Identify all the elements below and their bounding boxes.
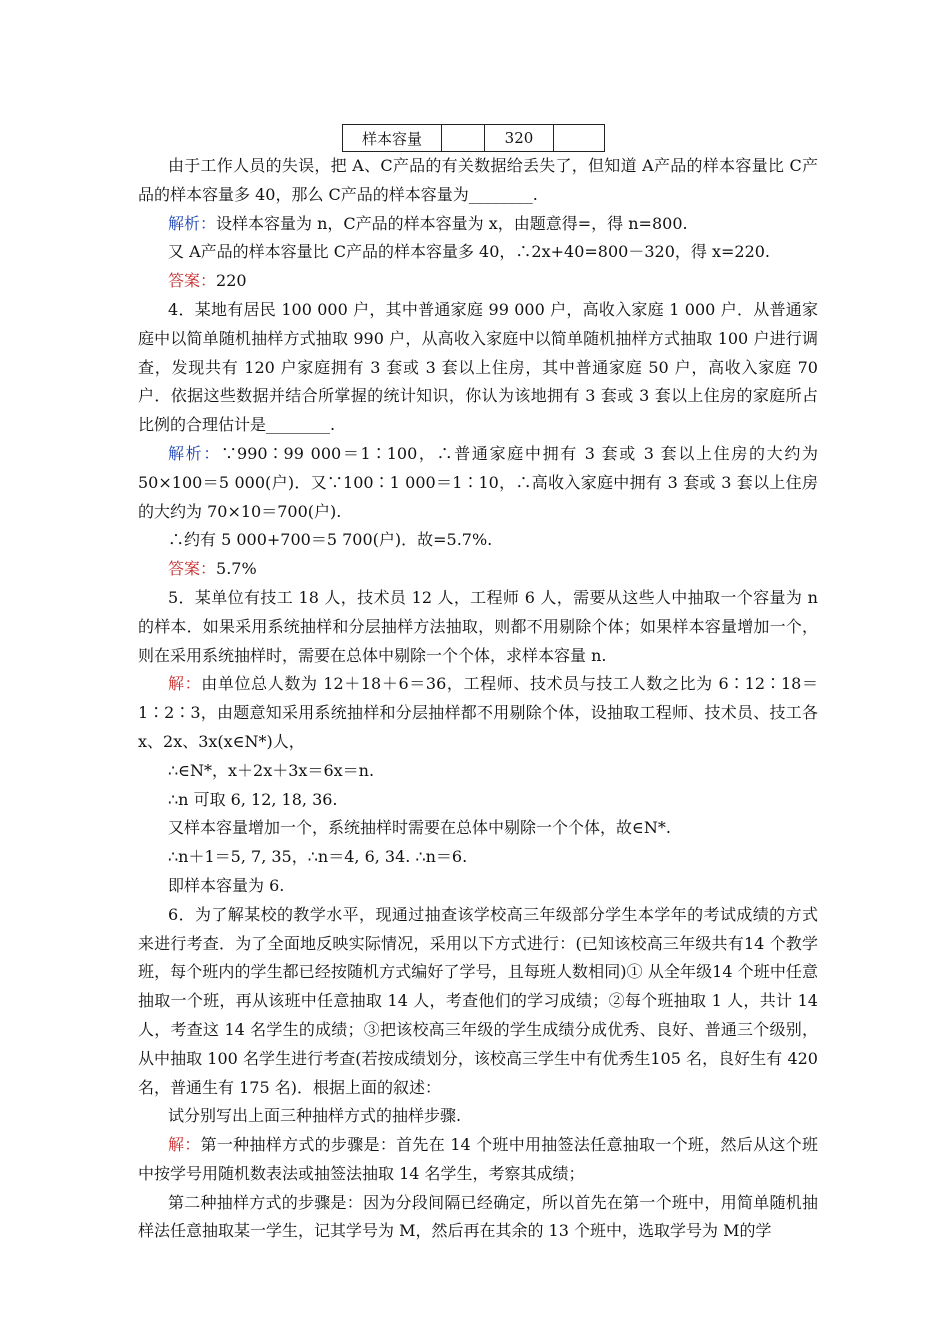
text-line: 4．某地有居民 100 000 户，其中普通家庭 99 000 户，高收入家庭 1 000 户．从普通家 (168, 299, 818, 319)
paragraph-step (138, 757, 818, 786)
text-line: 第二种抽样方式的步骤是：因为分段间隔已经确定，所以首先在第一个班中，用简单随 (168, 1192, 786, 1212)
text-line: 14 个教学班，每个班内的学生都已经按随机方式编好了学号，且每班人数相同)① 从全年级 (138, 933, 818, 982)
analysis-label: 解析： (168, 443, 222, 463)
document-body (138, 152, 818, 1246)
table-cell (554, 125, 605, 152)
paragraph-answer-4 (138, 555, 818, 584)
text-line: 大约为 70×10＝700(户). (154, 501, 342, 521)
paragraph-problem3-tail (138, 152, 818, 210)
sample-size-table (342, 124, 605, 152)
text-line: 班中按学号用随机数表法或抽签法抽取 14 名学生，考察其成绩； (138, 1135, 818, 1183)
table-cell (442, 125, 485, 152)
text-line: 庭中以简单随机抽样方式抽取 990 户，从高收入家庭中以简单随机抽样方式抽取 100 户进行 (138, 328, 802, 348)
solution-label: 解： (168, 1135, 201, 1155)
text-line: 的样本．如果采用系统抽样和分层抽样方法抽取，则都不用剔除个体；如果样本容量增加一 (138, 616, 786, 636)
text-line: ∴约有 5 000+700＝5 700(户)．故=5.7%. (168, 530, 493, 550)
text-line: 由于工作人员的失误，把 A、C产品的有关数据给丢失了，但知道 A产品的样本容量比 C (168, 156, 802, 175)
text-line: 由单位总人数为 12＋18＋6＝36，工程师、技术员与技工人数之比为 6∶12∶18＝ (201, 674, 818, 694)
text-line: 14 个班中任意抽取一个班，再从该班中任意抽取 14 人，考查他们的学习成绩；②每个班抽 (138, 962, 818, 1011)
paragraph-step (138, 843, 818, 872)
answer-value: 5.7% (216, 559, 257, 579)
paragraph-solution-6b (138, 1189, 818, 1247)
text-line: 第一种抽样方式的步骤是：首先在 14 个班中用抽签法任意抽取一个班，然后从这个 (200, 1135, 802, 1155)
text-line: 6．为了解某校的教学水平，现通过抽查该学校高三年级部分学生本学年的考试成绩的 (168, 904, 786, 924)
paragraph-step (138, 872, 818, 901)
text-line: 取 1 人，共计 14 人，考查这 14 名学生的成绩；③把该校高三年级的学生成绩分成优秀、良 (138, 991, 818, 1039)
text-line: 5．某单位有技工 18 人，技术员 12 人，工程师 6 人，需要从这些人中抽取一个容量为 n (168, 587, 818, 607)
table-cell: 320 (485, 125, 554, 152)
analysis-label: 解析： (168, 213, 217, 233)
text-line: 产品的样本容量多 40，那么 C产品的样本容量为________. (138, 156, 818, 204)
text-line: 调查，发现共有 120 户家庭拥有 3 套或 3 套以上住房，其中普通家庭 50 户，高收入家庭 70 (138, 328, 818, 377)
paragraph-step (138, 814, 818, 843)
answer-label: 答案： (168, 559, 217, 579)
paragraph-problem5 (138, 584, 818, 670)
analysis-text: 设样本容量为 n，C产品的样本容量为 x，由题意得=，得 n=800. (216, 213, 688, 233)
paragraph-step (138, 786, 818, 815)
text-line: 机抽样法任意抽取某一学生，记其学号为 M，然后再在其余的 13 个班中，选取学号为 M的学 (138, 1192, 818, 1241)
text-line: 个，则在采用系统抽样时，需要在总体中剔除一个个体，求样本容量 n. (138, 616, 818, 665)
solution-label: 解： (168, 674, 202, 694)
text-line: 1∶2∶3，由题意知采用系统抽样和分层抽样都不用剔除个体，设抽取工程师、技术员、技 (138, 703, 786, 723)
table-row (343, 125, 605, 152)
table-cell: 样本容量 (343, 125, 442, 152)
paragraph-problem6 (138, 901, 818, 1103)
paragraph-solution-5 (138, 670, 818, 756)
text-line: 工各 x、2x、3x(x∈N*)人， (138, 703, 818, 751)
answer-value: 220 (216, 271, 247, 291)
text-line: 试分别写出上面三种抽样方式的抽样步骤. (168, 1106, 462, 1126)
paragraph-analysis-4b (138, 526, 818, 555)
paragraph-answer-3 (138, 267, 818, 296)
text-line: 户．依据这些数据并结合所掌握的统计知识，你认为该地拥有 3 套或 3 套以上住房的家庭所 (138, 386, 802, 406)
text-line: 好、普通三个级别，从中抽取 100 名学生进行考查(若按成绩划分，该校高三学生中有优秀生 (138, 1019, 818, 1068)
text-line: 占比例的合理估计是________. (138, 386, 818, 435)
text-line: 又 A产品的样本容量比 C产品的样本容量多 40，∴2x+40=800－320，得 x=220. (168, 242, 771, 262)
paragraph-analysis-3b (138, 238, 818, 267)
text-line: ∴n 可取 6, 12, 18, 36. (168, 789, 338, 809)
paragraph-analysis-4 (138, 440, 818, 526)
text-line: ∵990∶99 000＝1∶100，∴普通家庭中拥有 3 套或 3 套以上住房的大约为 (221, 443, 818, 463)
text-line: ∴∈N*，x＋2x＋3x＝6x＝n. (168, 760, 375, 780)
paragraph-task-6 (138, 1102, 818, 1131)
paragraph-analysis-3 (138, 210, 818, 239)
text-line: 105 名，良好生有 420 名，普通生有 175 名)．根据上面的叙述： (138, 1048, 818, 1097)
answer-label: 答案： (168, 271, 217, 291)
paragraph-solution-6 (138, 1131, 818, 1189)
text-line: ∴n＋1＝5, 7, 35，∴n＝4, 6, 34. ∴n＝6. (168, 847, 468, 867)
text-line: 即样本容量为 6. (168, 875, 285, 895)
text-line: 50×100＝5 000(户)．又∵100∶1 000＝1∶10，∴高收入家庭中拥有 3 套或 3 套以上住房的 (138, 472, 818, 521)
text-line: 方式来进行考查．为了全面地反映实际情况，采用以下方式进行：(已知该校高三年级共有 (138, 904, 818, 953)
text-line: 又样本容量增加一个，系统抽样时需要在总体中剔除一个个体，故∈N*. (168, 818, 671, 838)
paragraph-problem4 (138, 296, 818, 440)
